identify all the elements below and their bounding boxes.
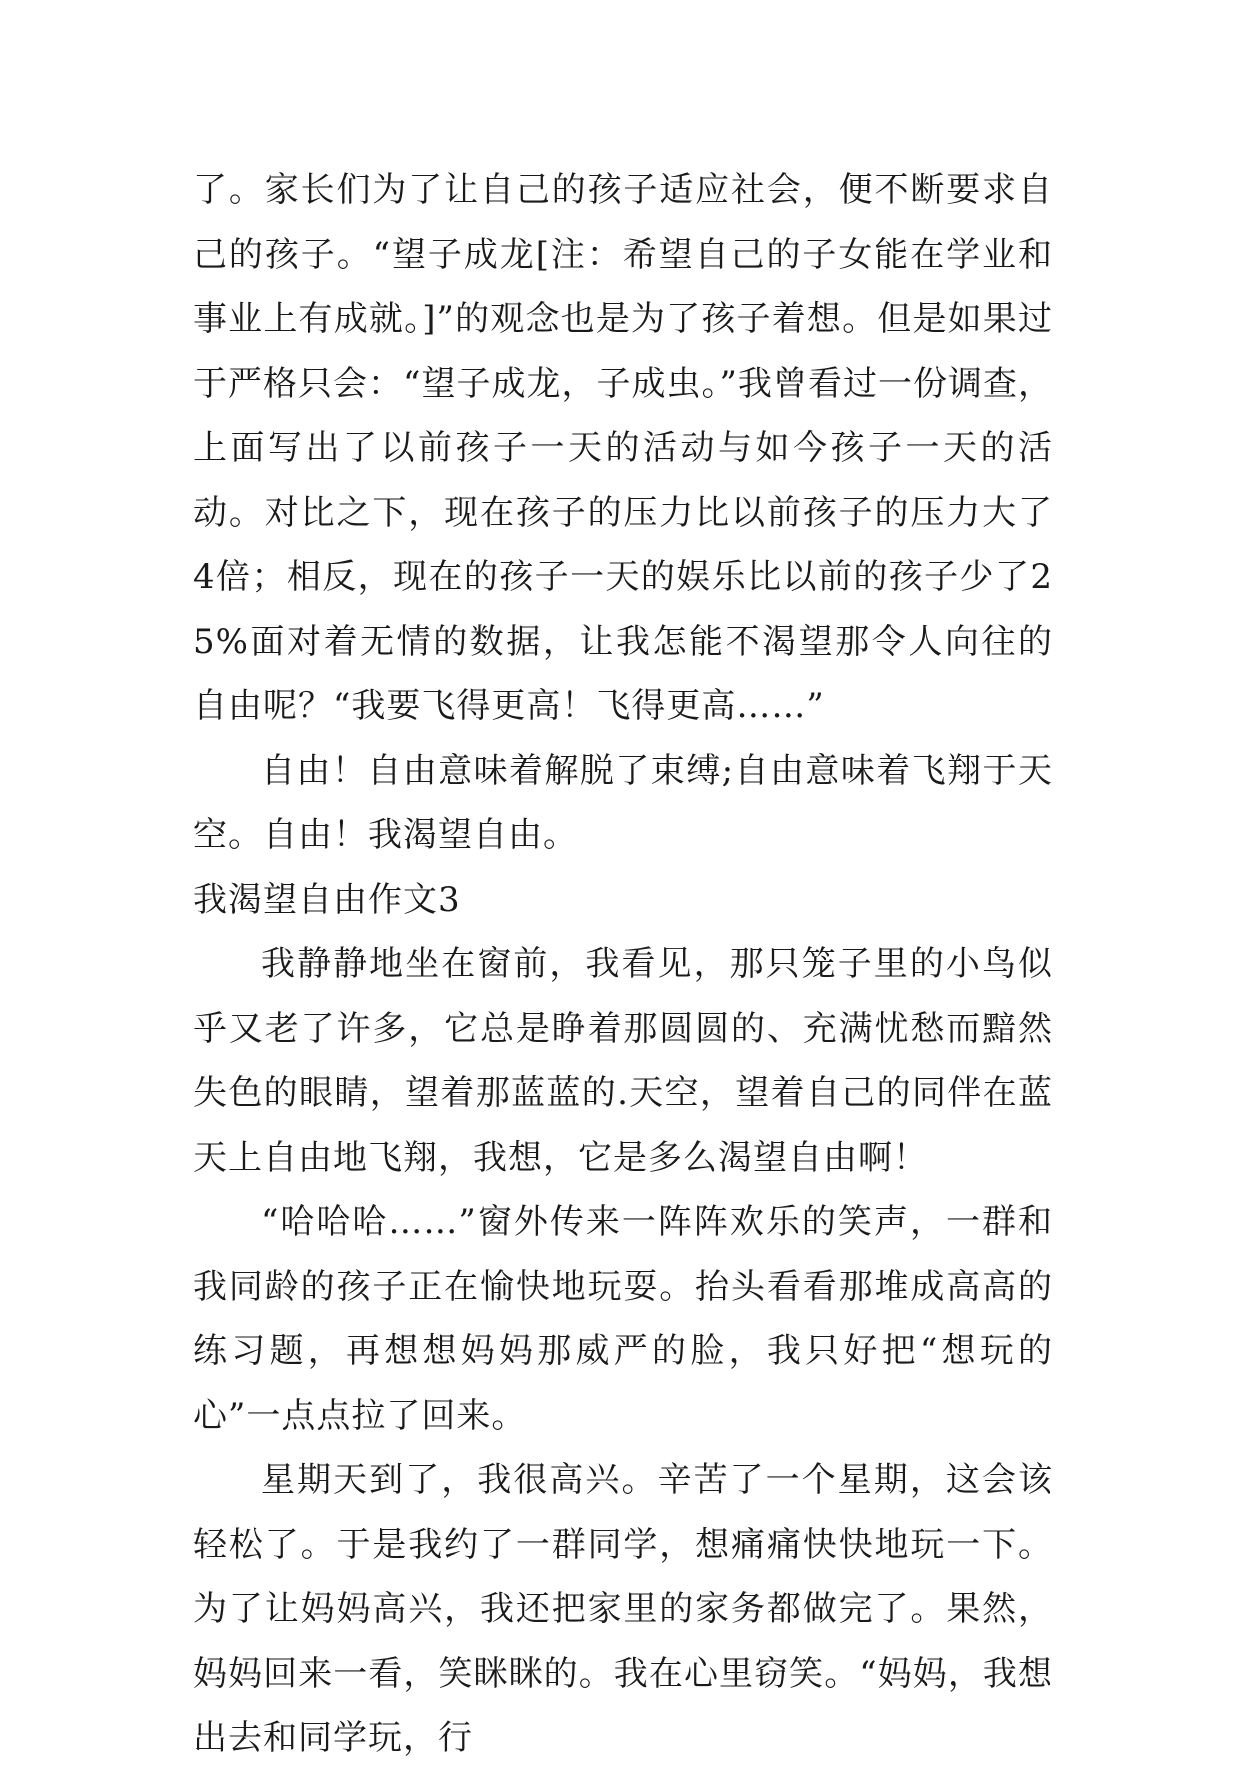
paragraph-1: 了。家长们为了让自己的孩子适应社会，便不断要求自己的孩子。“望子成龙[注：希望自己的子女能在学业和事业上有成就。]”的观念也是为了孩子着想。但是如果过于严格只会：“望子成龙，子成虫。”我曾看过一份调查，上面写出了以前孩子一天的活动与如今孩子一天的活动。对比之下，现在孩子的压力比以前孩子的压力大了4倍；相反，现在的孩子一天的娱乐比以前的孩子少了25%面对着无情的数据，让我怎能不渴望那令人向往的自由呢？“我要飞得更高！飞得更高……” — [193, 170, 1053, 726]
section-heading: 我渴望自由作文3 — [193, 879, 461, 920]
paragraph-5: 星期天到了，我很高兴。辛苦了一个星期，这会该轻松了。于是我约了一群同学，想痛痛快快地玩一下。为了让妈妈高兴，我还把家里的家务都做完了。果然，妈妈回来一看，笑眯眯的。我在心里窃笑。“妈妈，我想出去和同学玩，行 — [193, 1460, 1053, 1758]
paragraph-2: 自由！自由意味着解脱了束缚;自由意味着飞翔于天空。自由！我渴望自由。 — [193, 750, 1053, 855]
paragraph-3: 我静静地坐在窗前，我看见，那只笼子里的小鸟似乎又老了许多，它总是睁着那圆圆的、充满忧愁而黯然失色的眼睛，望着那蓝蓝的.天空，望着自己的同伴在蓝天上自由地飞翔，我想，它是多么渴望自由啊！ — [193, 944, 1053, 1178]
paragraph-4: “哈哈哈……”窗外传来一阵阵欢乐的笑声，一群和我同龄的孩子正在愉快地玩耍。抬头看看那堆成高高的练习题，再想想妈妈那威严的脸，我只好把“想玩的心”一点点拉了回来。 — [193, 1202, 1053, 1436]
document-body — [193, 158, 1053, 1771]
